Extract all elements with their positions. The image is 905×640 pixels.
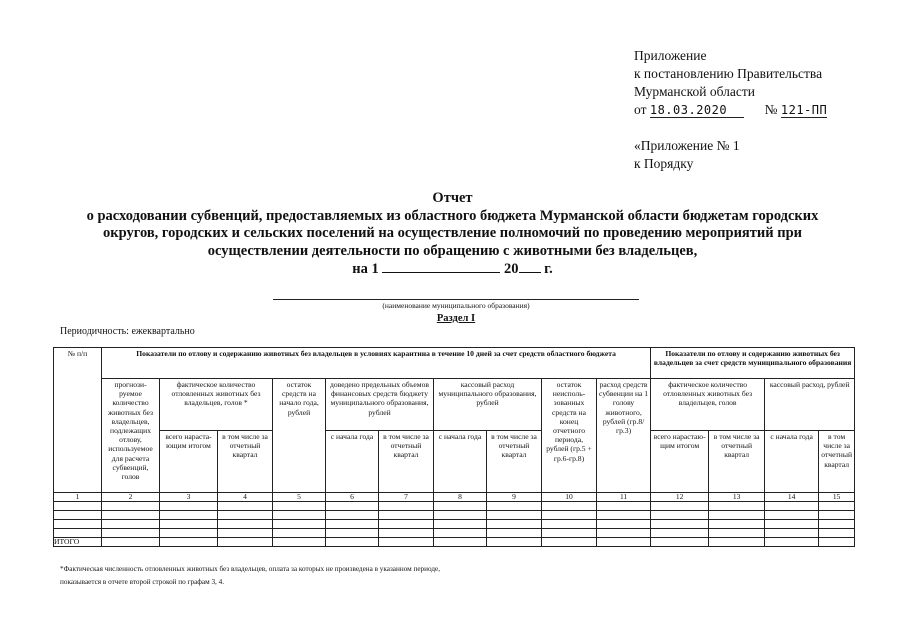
header-col-4: в том числе за отчетный квартал [218,431,273,493]
number-prefix: № [764,102,778,117]
table-row [54,511,855,520]
column-number: 9 [487,493,542,502]
annex-block [634,47,827,173]
section-title: Раздел I [436,313,476,324]
report-title-line-1: о расходовании субвенций, предоставляемых из областного бюджета Мурманской области бюджетам городских [86,207,819,224]
column-number: 13 [709,493,765,502]
date-blank [382,260,500,273]
total-row [54,538,855,547]
header-col-9: в том числе за отчетный квартал [487,431,542,493]
column-number: 6 [326,493,379,502]
report-title-line-2: округов, городских и сельских поселений на осуществление полномочий по проведению мероприятий при [103,225,802,241]
report-heading: Отчет [432,190,473,206]
report-table [53,347,855,547]
header-col-3-4: фактическое количество отловленных животных без владельцев, голов * [160,379,273,431]
header-col-12: всего нарастаю-щим итогом [651,431,709,493]
municipality-blank-line [273,299,639,300]
header-col-14: с начала года [765,431,819,493]
header-col-6-7: доведено предельных объемов финансовых средств бюджету муниципального образования, рублей [326,379,434,431]
annex-number-line: «Приложение № 1 [634,138,740,153]
column-number: 2 [102,493,160,502]
header-col-8: с начала года [434,431,487,493]
table-row [54,520,855,529]
header-col-6: с начала года [326,431,379,493]
header-col-10: остаток неисполь-зованных средств на конец отчетного периода, рублей (гр.5 + гр.6-гр.8) [542,379,597,493]
column-number: 1 [54,493,102,502]
report-date-line [40,260,865,279]
footnote-line-2: показывается в отчете второй строкой по графам 3, 4. [60,578,225,586]
table-row [54,529,855,538]
header-col-2: прогнози-руемое количество животных без владельцев, подлежащих отлову, используемое для расчета субвенций, голов [102,379,160,493]
report-title [40,190,865,279]
year-blank [519,260,541,273]
annex-order-line: к Порядку [634,156,694,171]
header-col-7: в том числе за отчетный квартал [379,431,434,493]
column-number: 4 [218,493,273,502]
header-group-regional: Показатели по отлову и содержанию животных без владельцев в условиях карантина в течение 10 дней за счет средств областного бюджета [102,348,651,379]
header-col-15: в том числе за отчетный квартал [819,431,855,493]
resolution-date-line [634,101,827,119]
municipality-caption: (наименование муниципального образования) [382,301,530,310]
footnote [60,563,440,589]
header-col-12-13: фактическое количество отловленных животных без владельцев, голов [651,379,765,431]
from-prefix: от [634,102,647,117]
year-suffix: г. [544,261,553,277]
column-number: 12 [651,493,709,502]
report-title-line-3: осуществлении деятельности по обращению с животными без владельцев, [207,242,698,259]
column-number: 5 [273,493,326,502]
header-col-8-9: кассовый расход муниципального образования, рублей [434,379,542,431]
column-number: 7 [379,493,434,502]
column-number: 10 [542,493,597,502]
header-col-3: всего нараста-ющим итогом [160,431,218,493]
column-number: 3 [160,493,218,502]
column-number-row [54,493,855,502]
column-number: 14 [765,493,819,502]
year-prefix: 20 [504,261,519,277]
on-prefix: на 1 [352,261,379,277]
column-number: 11 [597,493,651,502]
resolution-date: 18.03.2020 [649,103,728,117]
header-col-11: расход средств субвенции на 1 голову животного, рублей (гр.8/гр.3) [597,379,651,493]
column-number: 8 [434,493,487,502]
header-group-municipal: Показатели по отлову и содержанию животных без владельцев за счет средств муниципального образования [651,348,855,379]
annex-line-1: Приложение [634,48,707,63]
annex-line-3: Мурманской области [634,84,755,99]
header-col-5: остаток средств на начало года, рублей [273,379,326,493]
header-col-14-15: кассовый расход, рублей [765,379,855,431]
periodicity: Периодичность: ежеквартально [60,326,195,337]
table-row [54,502,855,511]
header-col-13: в том числе за отчетный квартал [709,431,765,493]
footnote-line-1: *Фактическая численность отловленных животных без владельцев, оплата за которых не произведена в указанном периоде, [60,565,440,573]
total-label: ИТОГО [54,538,102,547]
column-number: 15 [819,493,855,502]
annex-line-2: к постановлению Правительства [634,66,823,81]
resolution-number: 121-ПП [780,103,828,117]
header-col-no: № п/п [54,348,102,493]
